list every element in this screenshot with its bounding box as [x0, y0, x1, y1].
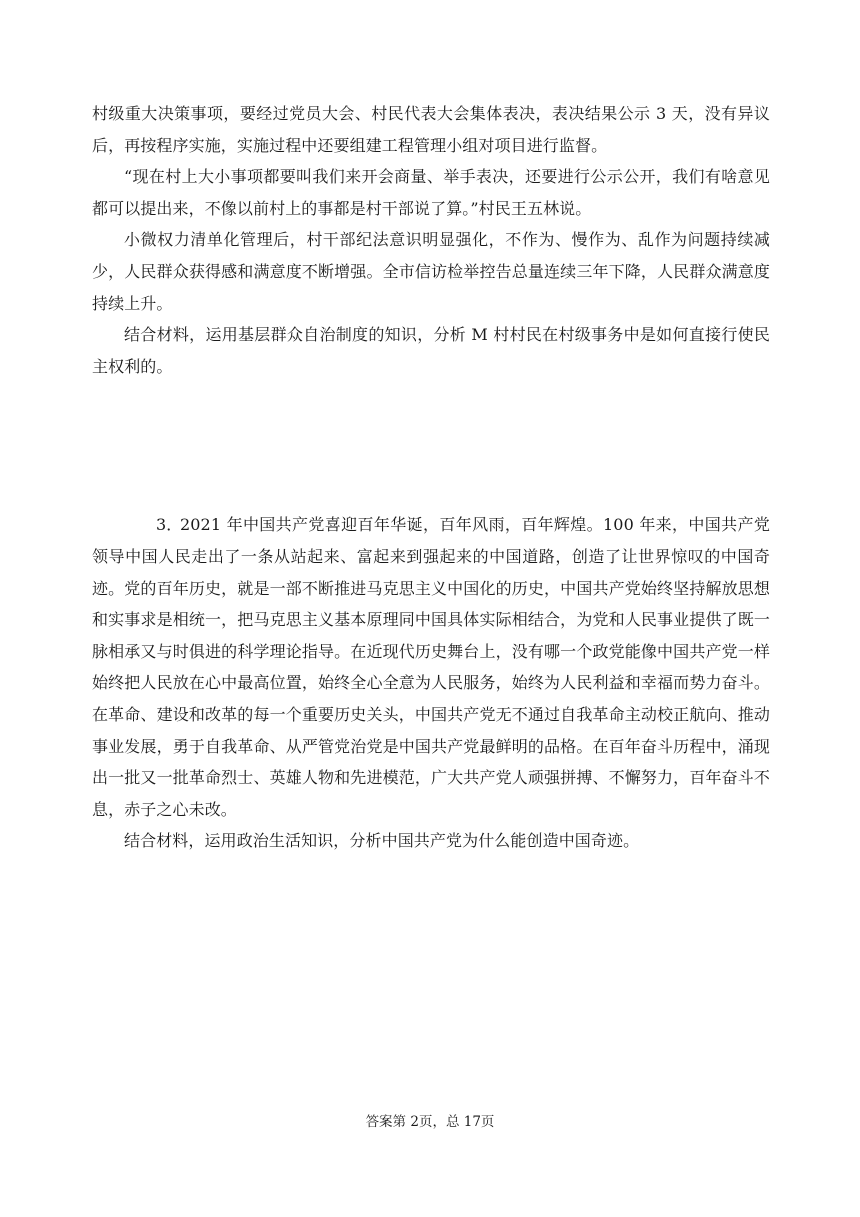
villager-quote-paragraph: “现在村上大小事项都要叫我们来开会商量、举手表决，还要进行公示公开，我们有啥意见都可以提出来，不像以前村上的事都是村干部说了算。”村民王五林说。	[92, 167, 770, 218]
material-paragraph-3: 小微权力清单化管理后，村干部纪法意识明显强化，不作为、慢作为、乱作为问题持续减少，人民群众获得感和满意度不断增强。全市信访检举控告总量连续三年下降，人民群众满意度持续上升。	[92, 230, 770, 313]
question-3-material-text: 2021 年中国共产党喜迎百年华诞，百年风雨，百年辉煌。100 年来，中国共产党领导中国人民走出了一条从站起来、富起来到强起来的中国道路，创造了让世界惊叹的中国奇迹。党的百年历史，就是一部不断推进马克思主义中国化的历史，中国共产党始终坚持解放思想和实事求是相统一，把马克思主义基本原理同中国具体实际相结合，为党和人民事业提供了既一脉相承又与时俱进的科学理论指导。在近现代历史舞台上，没有哪一个政党能像中国共产党一样始终把人民放在心中最高位置，始终全心全意为人民服务，始终为人民利益和幸福而势力奋斗。在革命、建设和改革的每一个重要历史关头，中国共产党无不通过自我革命主动校正航向、推动事业发展，勇于自我革命、从严管党治党是中国共产党最鲜明的品格。在百年奋斗历程中，涌现出一批又一批革命烈士、英雄人物和先进模范，广大共产党人顽强拼搏、不懈努力，百年奋斗不息，赤子之心未改。	[92, 515, 770, 819]
material-paragraph-1: 村级重大决策事项，要经过党员大会、村民代表大会集体表决，表决结果公示 3 天，没有异议后，再按程序实施，实施过程中还要组建工程管理小组对项目进行监督。	[92, 104, 770, 155]
question-3-material	[92, 509, 770, 825]
question-3	[92, 509, 770, 857]
question-3-number: 3．	[156, 515, 183, 535]
question-prompt-2: 结合材料，运用基层群众自治制度的知识，分析 M 村村民在村级事务中是如何直接行使民主权利的。	[92, 325, 770, 376]
question-3-prompt: 结合材料，运用政治生活知识，分析中国共产党为什么能创造中国奇迹。	[124, 831, 640, 851]
page-footer: 答案第 2页，总 17页	[365, 1114, 495, 1130]
document-page	[92, 98, 770, 857]
